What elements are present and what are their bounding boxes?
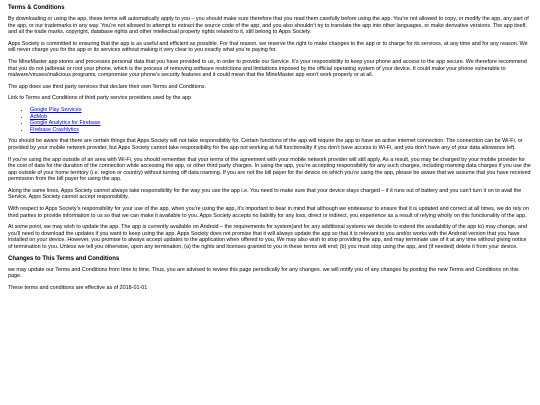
paragraph-intro: By downloading or using the app, these terms will automatically apply to you – you should make sure therefore that you read them carefully before using the app. You’re not allowed to copy, or modify the app, any part of the app, or our trademarks in any way. You’re not allowed to attempt to extract the source code of the app, and you also shouldn’t try to translate the app into other languages, or make derivative versions. The app itself, and all the trade marks, copyright, database rights and other intellectual property rights related to it, still belong to Apps Society.: [8, 16, 529, 36]
paragraph-personal-data: The MineMaster app stores and processes personal data that you have provided to us, in order to provide our Service. It’s your responsibility to keep your phone and access to the app secure. We therefore recommend that you do not jailbreak or root your phone, which is the process of removing software restrictions and limitations imposed by the official operating system of your device. It could make your phone vulnerable to malware/viruses/malicious programs, compromise your phone’s security features and it could mean that the MineMaster app won’t work properly or at all.: [8, 58, 527, 79]
link-google-analytics-firebase[interactable]: Google Analytics for Firebase: [30, 120, 101, 127]
list-item: [30, 107, 532, 114]
paragraph-data-charges: If you’re using the app outside of an area with Wi-Fi, you should remember that your terms of the agreement with your mobile network provider will still apply. As a result, you may be charged by your mobile provider for the cost of data for the duration of the connection while accessing the app, or other third party charges. In using the app, you’re accepting responsibility for any such charges, including roaming data charges if you use the app outside of your home territory (i.e. region or country) without turning off data roaming. If you are not the bill payer for the device on which you’re using the app, please be aware that we assume that you have received permission from the bill payer for using the app.: [8, 156, 531, 183]
paragraph-battery: Along the same lines, Apps Society cannot always take responsibility for the way you use the app i.e. You need to make sure that your device stays charged – if it runs out of battery and you can’t turn it on to avail the Service, Apps Society cannot accept responsibility.: [8, 187, 522, 201]
paragraph-third-party: The app does use third party services that declare their own Terms and Conditions.: [8, 83, 206, 90]
link-firebase-crashlytics[interactable]: Firebase Crashlytics: [30, 126, 79, 133]
third-party-links-list: [8, 107, 532, 133]
list-item: [30, 114, 532, 121]
paragraph-updates: At some point, we may wish to update the app. The app is currently available on Android – the requirements for system(and for any additional systems we decide to extend the availability of the app to) may change, and you’ll need to download the updates if you want to keep using the app. Apps Society does not promise that it will always update the app so that it is relevant to you and/or works with the Android version that you have installed on your device. However, you promise to always accept updates to the application when offered to you, We may also wish to stop providing the app, and may terminate use of it at any time without giving notice of termination to you. Unless we tell you otherwise, upon any termination, (a) the rights and licenses granted to you in these terms will end; (b) you must stop using the app, and (if needed) delete it from your device.: [8, 224, 527, 251]
list-item: [30, 120, 532, 127]
list-item: [30, 127, 532, 134]
link-admob[interactable]: AdMob: [30, 113, 48, 120]
link-google-play-services[interactable]: Google Play Services: [30, 106, 82, 113]
paragraph-internet: You should be aware that there are certain things that Apps Society will not take responsibility for. Certain functions of the app will require the app to have an active internet connection. The connection can be Wi-Fi, or provided by your mobile network provider, but Apps Society cannot take responsibility for the app not working at full functionality if you don’t have access to Wi-Fi, and you don’t have any of your data allowance left.: [8, 138, 523, 151]
paragraph-changes-charges: Apps Society is committed to ensuring that the app is as useful and efficient as possible. For that reason, we reserve the right to make changes to the app or to charge for its services, at any time and for any reason. We will never charge you for the app or its services without making it very clear to you exactly what you’re paying for.: [8, 40, 528, 54]
changes-heading: Changes to This Terms and Conditions: [8, 255, 120, 262]
page-title: Terms & Conditions: [8, 5, 65, 11]
paragraph-changes: we may update our Terms and Conditions from time to time. Thus, you are advised to review this page periodically for any changes. we will notify you of any changes by posting the new Terms and Conditions on this page.: [8, 266, 519, 280]
paragraph-links-intro: Link to Terms and Conditions of third party service providers used by the app: [8, 95, 191, 102]
paragraph-responsibility: With respect to Apps Society’s responsibility for your use of the app, when you’re using the app, it’s important to bear in mind that although we endeavour to ensure that it is updated and correct at all times, we do rely on third parties to provide information to us so that we can make it available to you. Apps Society accepts no liability for any loss, direct or indirect, you experience as a result of relying wholly on this functionality of the app.: [8, 206, 529, 219]
paragraph-effective-date: These terms and conditions are effective as of 2018-01-01: [8, 284, 148, 291]
